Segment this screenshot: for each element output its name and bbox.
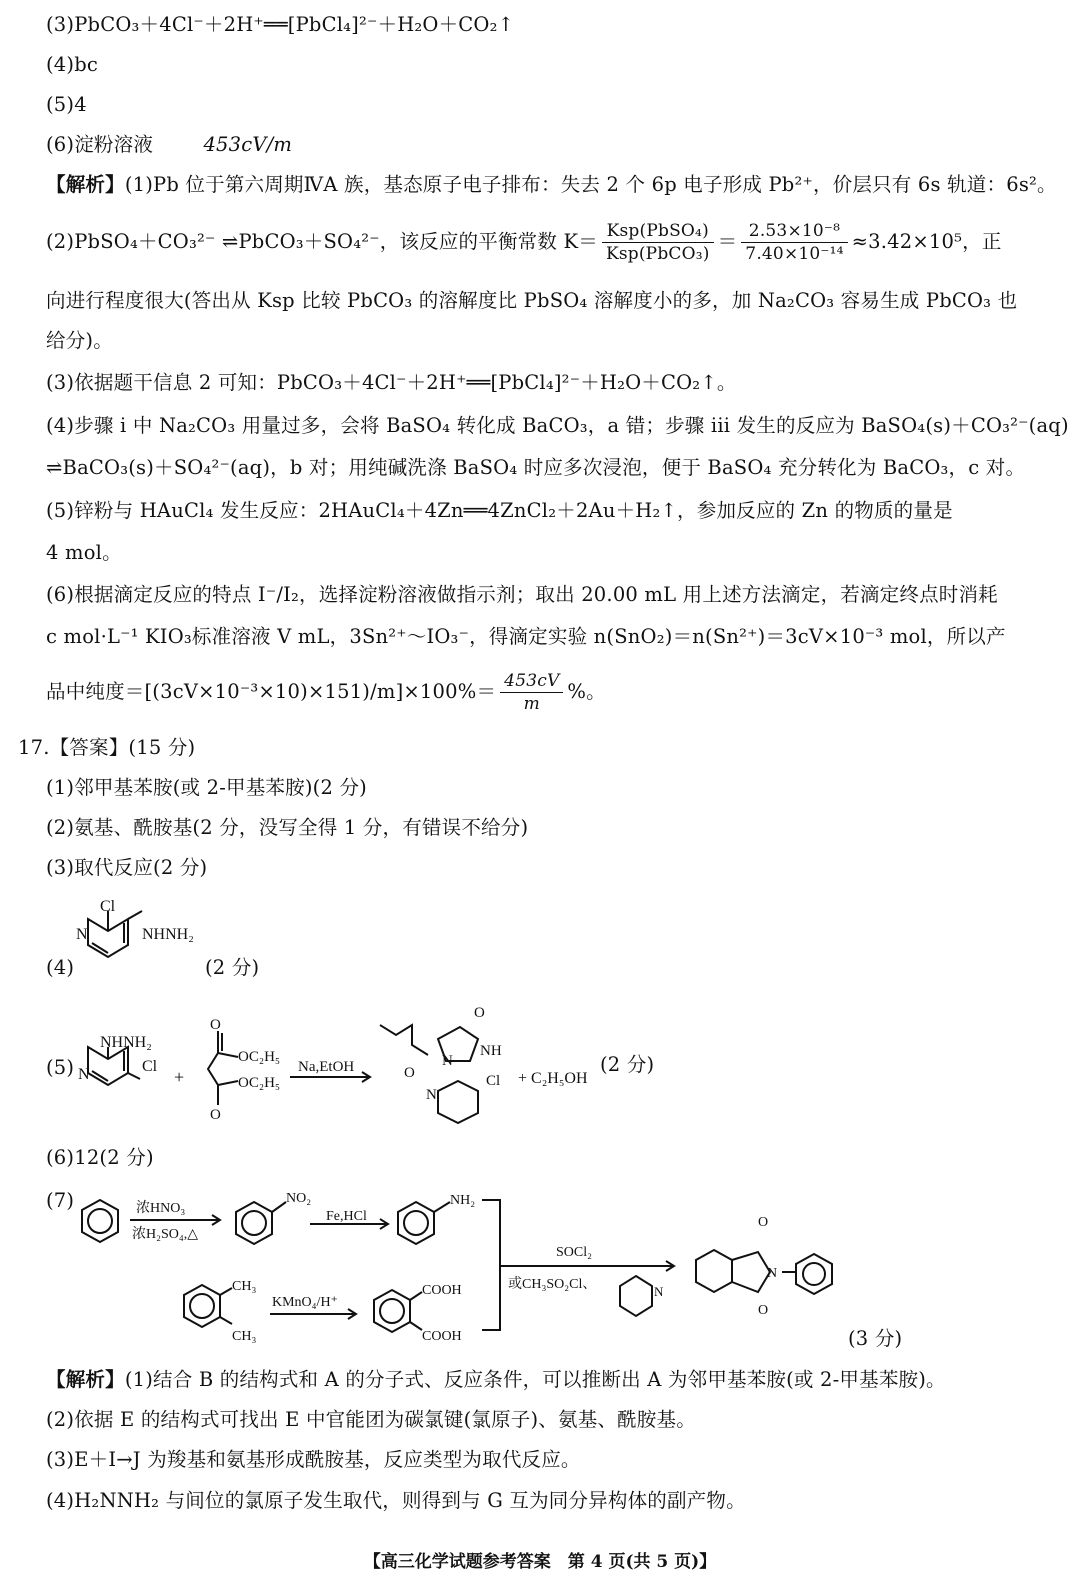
analysis-16-p2-line2: 向进行程度很大(答出从 Ksp 比较 PbCO₃ 的溶解度比 PbSO₄ 溶解度小的多，加 Na₂CO₃ 容易生成 PbCO₃ 也	[46, 289, 1018, 312]
reaction-5-scheme	[70, 995, 690, 1135]
analysis-17-p1-text: (1)结合 B 的结构式和 A 的分子式、反应条件，可以推断出 A 为邻甲基苯胺(或 2-甲基苯胺)。	[124, 1368, 946, 1391]
product-nh-label: NH	[480, 1043, 502, 1059]
product-ester-oxygen: O	[404, 1065, 415, 1081]
purity-expression: 品中纯度＝[(3cV×10⁻³×10)×151)/m]×100%＝	[46, 680, 497, 703]
pyridine-catalyst-nitrogen: N	[654, 1284, 664, 1299]
carboxyl-group-top: COOH	[422, 1283, 462, 1298]
analysis-17-p2: (2)依据 E 的结构式可找出 E 中官能团为碳氯键(氯原子)、氨基、酰胺基。	[46, 1408, 696, 1431]
analysis-16-p6-line1: (6)根据滴定反应的特点 I⁻/I₂，选择淀粉溶液做指示剂；取出 20.00 mL 用上述方法滴定，若滴定终点时消耗	[46, 583, 998, 606]
answer-16-6-label: (6)淀粉溶液	[46, 133, 154, 156]
value-numerator: 2.53×10⁻⁸	[741, 220, 847, 243]
q17-answer-5-label: (5)	[46, 1056, 75, 1079]
nitrogen-label: N	[76, 926, 88, 943]
methyl-group-top: CH₃	[232, 1279, 257, 1294]
analysis-16-p1	[46, 172, 1057, 198]
chlorine-label: Cl	[100, 898, 116, 915]
ester-group-bottom: OC₂H₅	[238, 1075, 281, 1091]
synthesis-route-7	[70, 1180, 870, 1355]
reagent-hno3: 浓HNO₃	[136, 1201, 186, 1216]
ksp-fraction	[602, 220, 714, 265]
q17-answer-5-score: (2 分)	[600, 1053, 655, 1076]
analysis-16-p3: (3)依据题干信息 2 可知：PbCO₃＋4Cl⁻＋2H⁺══[PbCl₄]²⁻＋H₂O＋CO₂↑。	[46, 371, 737, 394]
reactant-hydrazine-label: NHNH₂	[100, 1034, 152, 1051]
nitro-group: NO₂	[286, 1191, 312, 1206]
analysis-16-p1-text: (1)Pb 位于第六周期ⅣA 族，基态原子电子排布：失去 2 个 6p 电子形成 Pb²⁺，价层只有 6s 轨道：6s²。	[124, 173, 1057, 196]
answer-16-5: (5)4	[46, 93, 87, 116]
value-fraction	[741, 220, 847, 265]
q17-answer-4-label: (4)	[46, 956, 75, 979]
q17-answer-7-label: (7)	[46, 1189, 75, 1212]
amine-group: NH₂	[450, 1193, 476, 1208]
analysis-16-p2-tail: ≈3.42×10⁵，正	[851, 230, 1002, 253]
answer-16-6	[46, 132, 292, 158]
purity-denominator: m	[523, 694, 540, 714]
purity-numerator: 453cV	[500, 670, 563, 693]
reactant-chlorine-label: Cl	[142, 1058, 158, 1075]
answer-16-6-value: 453cV/m	[203, 133, 293, 156]
maleate-oxygen-top: O	[210, 1017, 221, 1033]
q17-answer-3: (3)取代反应(2 分)	[46, 856, 208, 879]
analysis-16-p2	[46, 216, 1002, 268]
merge-bracket	[482, 1200, 500, 1330]
ester-group-top: OC₂H₅	[238, 1049, 281, 1065]
reagent-h2so4: 浓H₂SO₄,△	[132, 1227, 199, 1242]
plus-sign: +	[174, 1067, 185, 1087]
value-denominator: 7.40×10⁻¹⁴	[745, 244, 844, 264]
product-ketone-oxygen: O	[474, 1005, 485, 1021]
reagent-kmno4: KMnO₄/H⁺	[272, 1295, 338, 1310]
analysis-16-p6-line3	[46, 666, 606, 718]
hydrazine-label: NHNH₂	[142, 926, 194, 943]
methyl-group-bottom: CH₃	[232, 1329, 257, 1344]
phthalimide-benzo-ring	[696, 1250, 732, 1292]
analysis-16-p2-line3: 给分)。	[46, 329, 113, 352]
maleate-oxygen-bottom: O	[210, 1107, 221, 1123]
analysis-16-p5-line2: 4 mol。	[46, 541, 122, 564]
ksp-numerator: Ksp(PbSO₄)	[602, 220, 714, 243]
purity-fraction	[500, 670, 563, 715]
imide-nitrogen: N	[767, 1266, 778, 1281]
analysis-tag: 【解析】	[46, 173, 125, 196]
analysis-16-p2-lead: (2)PbSO₄＋CO₃²⁻ ⇌PbCO₃＋SO₄²⁻，该反应的平衡常数 K＝	[46, 230, 598, 253]
analysis-16-p5-line1: (5)锌粉与 HAuCl₄ 发生反应：2HAuCl₄＋4Zn══4ZnCl₂＋2Au＋H₂↑，参加反应的 Zn 的物质的量是	[46, 499, 953, 522]
q17-header: 17.【答案】(15 分)	[18, 736, 196, 759]
q17-answer-2: (2)氨基、酰胺基(2 分，没写全得 1 分，有错误不给分)	[46, 816, 529, 839]
answer-16-4: (4)bc	[46, 53, 99, 76]
product-pyridine-ring	[438, 1081, 478, 1123]
equals-sign: ＝	[717, 230, 738, 253]
ksp-denominator: Ksp(PbCO₃)	[605, 244, 710, 264]
product-chlorine-label: Cl	[486, 1073, 501, 1089]
analysis-16-p4-line2: ⇌BaCO₃(s)＋SO₄²⁻(aq)，b 对；用纯碱洗涤 BaSO₄ 时应多次浸泡，便于 BaSO₄ 充分转化为 BaCO₃，c 对。	[46, 456, 1026, 479]
reagent-fe-hcl: Fe,HCl	[326, 1209, 367, 1224]
analysis-16-p6-line2: c mol·L⁻¹ KIO₃标准溶液 V mL，3Sn²⁺～IO₃⁻，得滴定实验 n(SnO₂)＝n(Sn²⁺)＝3cV×10⁻³ mol，所以产	[46, 625, 1006, 648]
page-footer: 【高三化学试题参考答案 第 4 页(共 5 页)】	[363, 1552, 717, 1572]
reagent-socl2: SOCl₂	[556, 1245, 593, 1260]
product-ring-nitrogen: N	[442, 1053, 453, 1069]
analysis-16-p4-line1: (4)步骤 i 中 Na₂CO₃ 用量过多，会将 BaSO₄ 转化成 BaCO₃，a 错；步骤 iii 发生的反应为 BaSO₄(s)＋CO₃²⁻(aq)	[46, 414, 1069, 437]
q17-answer-1: (1)邻甲基苯胺(或 2-甲基苯胺)(2 分)	[46, 776, 367, 799]
carboxyl-group-bottom: COOH	[422, 1329, 462, 1344]
analysis-17-p4: (4)H₂NNH₂ 与间位的氯原子发生取代，则得到与 G 互为同分异构体的副产物。	[46, 1489, 746, 1512]
imide-oxygen-top: O	[758, 1215, 769, 1230]
pyridine-catalyst-ring	[620, 1276, 652, 1316]
analysis-17-p3: (3)E＋I→J 为羧基和氨基形成酰胺基，反应类型为取代反应。	[46, 1448, 581, 1471]
product-pyridine-nitrogen: N	[426, 1087, 437, 1103]
imide-oxygen-bottom: O	[758, 1303, 769, 1318]
byproduct-ethanol: + C₂H₅OH	[518, 1070, 588, 1087]
analysis-17-tag: 【解析】	[46, 1368, 125, 1391]
answer-16-3: (3)PbCO₃＋4Cl⁻＋2H⁺══[PbCl₄]²⁻＋H₂O＋CO₂↑	[46, 13, 515, 36]
pyridine-hydrazine-structure	[70, 895, 220, 985]
reagent-na-etoh: Na,EtOH	[298, 1059, 355, 1075]
q17-answer-7-score: (3 分)	[848, 1327, 903, 1350]
reagent-ch3so2cl: 或CH₃SO₂Cl、	[508, 1277, 597, 1292]
q17-answer-4-score: (2 分)	[205, 956, 260, 979]
ethyl-ester-chain	[380, 1025, 428, 1055]
phthalimide-imide-ring	[732, 1252, 770, 1292]
n-phenyl-ring	[796, 1254, 832, 1294]
analysis-17-p1	[46, 1367, 946, 1393]
maleate-backbone	[208, 1031, 218, 1105]
purity-tail: %。	[567, 680, 606, 703]
q17-answer-6: (6)12(2 分)	[46, 1146, 154, 1169]
reactant-nitrogen-label: N	[78, 1066, 90, 1083]
